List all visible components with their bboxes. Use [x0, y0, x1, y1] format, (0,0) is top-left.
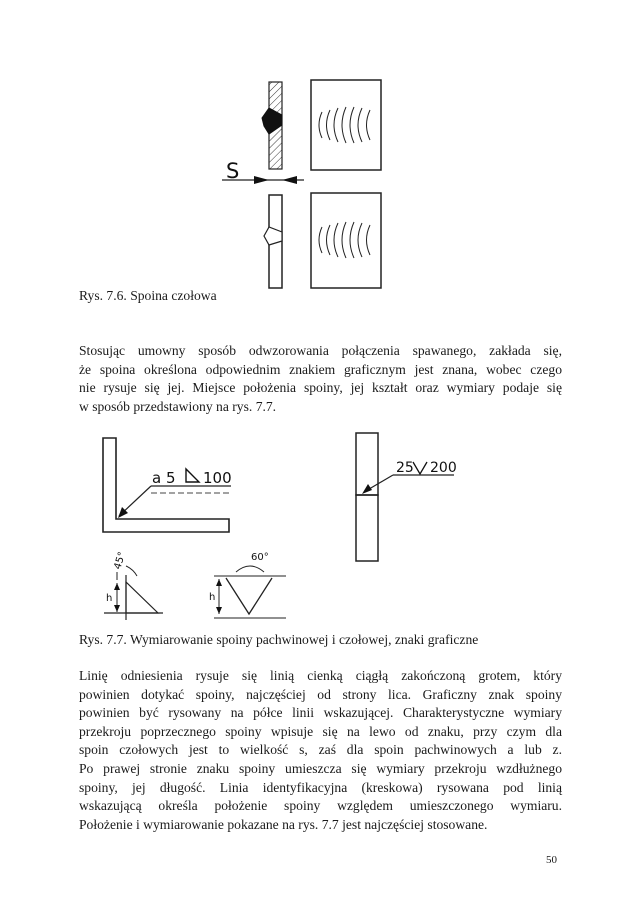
fillet-section-triangle [126, 582, 158, 613]
paragraph-line: Po prawej stronie znaku spoiny umieszcza się wymiary przekroju wzdłużnego [79, 760, 562, 776]
fillet-height-arrow-bottom [114, 605, 120, 612]
vgroove-angle-label: 60° [251, 552, 269, 563]
vgroove-shape [226, 578, 272, 614]
vgroove-angle-arc [236, 566, 264, 572]
paragraph-line: wskazującą określa położenie spoiny względem umieszczonego wymiaru. [79, 798, 562, 814]
paragraph-line: że spoina określona odpowiednim znakiem graficznym jest znana, wobec czego [79, 361, 562, 377]
paragraph-line: przekroju poprzecznego spoiny wpisuje się na lewo od znaku, przy czym dla [79, 723, 562, 739]
fillet-throat-label: a 5 [152, 469, 176, 487]
vgroove-height-arrow-top [216, 579, 222, 586]
paragraph-line: spoiny, jej długość. Linia identyfikacyjna (kreskowa) rysowana pod linią [79, 779, 562, 795]
dimension-s-label: S [226, 159, 240, 183]
fillet-angle-label: 45° [112, 550, 129, 571]
butt-leader-arrow [362, 484, 372, 494]
fillet-length-label: 100 [203, 469, 232, 487]
paragraph-2 [79, 667, 562, 834]
fillet-weld-symbol-icon [186, 469, 199, 482]
paragraph-line: powinien dotykać spoiny, najczęściej od strony lica. Graficzny znak spoiny [79, 686, 562, 702]
fillet-height-arrow-top [114, 583, 120, 590]
butt-length-label: 200 [430, 460, 457, 476]
butt-v-weld-symbol-icon [413, 462, 427, 474]
butt-plate-lower [356, 495, 378, 561]
page-number: 50 [546, 854, 557, 866]
butt-size-label: 25 [396, 460, 414, 476]
paragraph-line: Linię odniesienia rysuje się linią cienką ciągłą zakończoną grotem, który [79, 668, 562, 683]
figure-7-6-caption: Rys. 7.6. Spoina czołowa [79, 288, 217, 303]
paragraph-line: powinien być rysowany na półce linii wskazującej. Charakterystyczne wymiary [79, 705, 562, 721]
paragraph-line: nie rysuje się jej. Miejsce położenia spoiny, jej kształt oraz wymiary podaje się [79, 380, 562, 396]
fillet-angle-arc [126, 566, 137, 576]
figure-7-7-caption: Rys. 7.7. Wymiarowanie spoiny pachwinowej i czołowej, znaki graficzne [79, 632, 479, 647]
fillet-height-label: h [106, 593, 113, 604]
vgroove-height-label: h [209, 592, 216, 603]
paragraph-line: w sposób przedstawiony na rys. 7.7. [79, 398, 277, 414]
vgroove-height-arrow-bottom [216, 607, 222, 614]
paragraph-line: spoin czołowych jest to wielkość s, zaś dla spoin pachwinowych a lub z. [79, 742, 562, 758]
paragraph-line: Położenie i wymiarowanie pokazane na rys. 7.7 jest najczęściej stosowane. [79, 816, 488, 832]
paragraph-line: Stosując umowny sposób odwzorowania połączenia spawanego, zakłada się, [79, 343, 562, 358]
